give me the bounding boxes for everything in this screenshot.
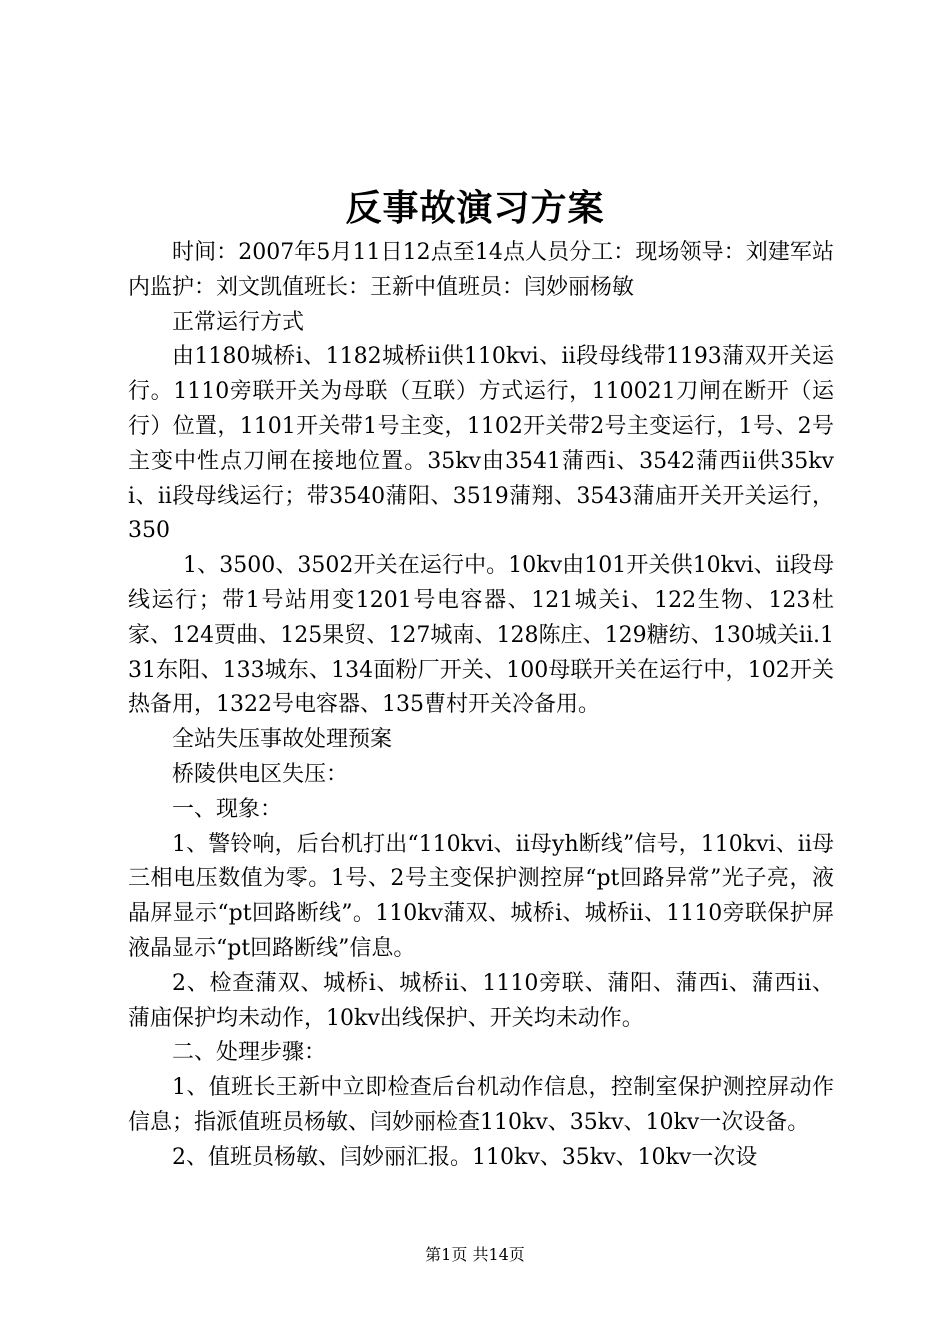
paragraph-step-2: 2、值班员杨敏、闫妙丽汇报。110kv、35kv、10kv一次设 (172, 1144, 758, 1170)
heading-qiaoling-area-blackout: 桥陵供电区失压： (172, 761, 349, 787)
document-body (128, 236, 834, 1176)
paragraph-operation-10kv: 1、3500、3502开关在运行中。10kv由101开关供10kvi、ii段母线运行；带1号站用变1201号电容器、121城关i、122生物、123杜家、124贾曲、125果贸、127城南、128陈庄、129糖纺、130城关ii.131东阳、133城东、134面粉厂开关、100母联开关在运行中，102开关热备用，1322号电容器、135曹村开关冷备用。 (128, 553, 834, 718)
heading-normal-operation: 正常运行方式 (172, 309, 305, 335)
document-title: 反事故演习方案 (345, 187, 605, 229)
paragraph-step-1: 1、值班长王新中立即检查后台机动作信息，控制室保护测控屏动作信息；指派值班员杨敏、闫妙丽检查110kv、35kv、10kv一次设备。 (128, 1075, 834, 1135)
heading-phenomena: 一、现象： (172, 796, 283, 822)
heading-station-blackout-plan: 全站失压事故处理预案 (172, 727, 393, 753)
page-number-footer: 第1页 共14页 (425, 1245, 525, 1264)
paragraph-operation-110kv-35kv: 由1180城桥i、1182城桥ii供110kvi、ii段母线带1193蒲双开关运行。1110旁联开关为母联（互联）方式运行，110021刀闸在断开（运行）位置，1101开关带1号主变，1102开关带2号主变运行，1号、2号主变中性点刀闸在接地位置。35kv由3541蒲西i、3542蒲西ii供35kvi、ii段母线运行；带3540蒲阳、3519蒲翔、3543蒲庙开关开关运行，350 (128, 344, 834, 544)
paragraph-phenomenon-1: 1、警铃响，后台机打出“110kvi、ii母yh断线”信号，110kvi、ii母三相电压数值为零。1号、2号主变保护测控屏“pt回路异常”光子亮，液晶屏显示“pt回路断线”。110kv蒲双、城桥i、城桥ii、1110旁联保护屏液晶显示“pt回路断线”信息。 (128, 831, 834, 961)
heading-handling-steps: 二、处理步骤： (172, 1040, 327, 1066)
paragraph-phenomenon-2: 2、检查蒲双、城桥i、城桥ii、1110旁联、蒲阳、蒲西i、蒲西ii、蒲庙保护均未动作，10kv出线保护、开关均未动作。 (128, 970, 834, 1031)
paragraph-time-and-staff: 时间：2007年5月11日12点至14点人员分工：现场领导：刘建军站内监护：刘文凯值班长：王新中值班员：闫妙丽杨敏 (128, 240, 834, 300)
